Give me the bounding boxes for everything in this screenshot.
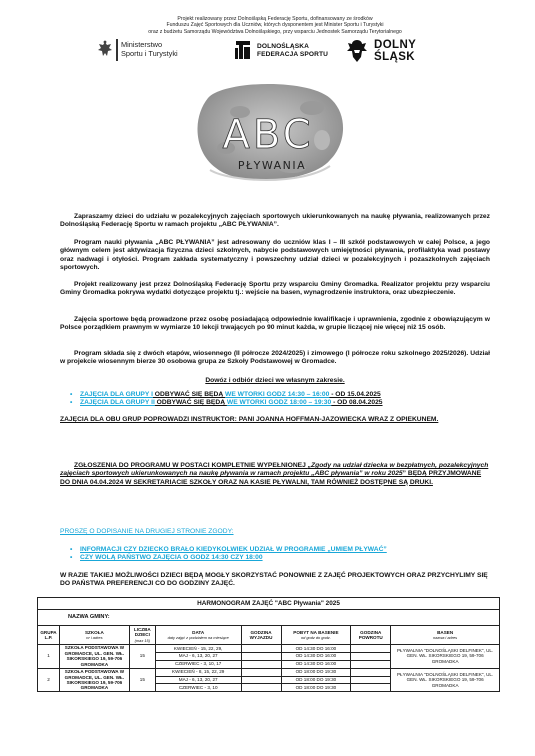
group-number: 1 [38, 644, 60, 668]
pool-time: OD 14:30 DO 16:00 [281, 644, 351, 652]
return-time [351, 644, 391, 652]
class-dates: MAJ - 6, 13, 20, 27 [155, 676, 241, 684]
pool-address: PŁYWALNIA "DOLNOŚLĄSKI DELFINEK", UL. GEN. WŁ. SIKORSKIEGO 19, 59-706 GROMADKA [391, 668, 500, 692]
funding-line-1: Projekt realizowany przez Dolnośląską Federację Sportu, dofinansowany ze środków [177, 16, 373, 22]
white-eagle-emblem-icon [96, 39, 114, 61]
group-2-time: WE WTORKI GODZ 18:00 – 19:30 [226, 399, 332, 407]
registration-note [60, 462, 490, 487]
departure-time [241, 676, 281, 684]
ministry-divider [116, 39, 118, 61]
children-count: 15 [129, 668, 155, 692]
header-basen [391, 626, 500, 644]
group-number: 2 [38, 668, 60, 692]
group-1-start: - OD 15.04.2025 [329, 391, 381, 398]
class-dates: CZERWIEC - 3, 10 [155, 684, 241, 692]
departure-time [241, 660, 281, 668]
group-1-verb: ODBYWAĆ SIĘ BĘDĄ [152, 391, 226, 398]
header-grupa: GRUPA L.P. [38, 626, 60, 644]
school-address: SZKOŁA PODSTAWOWA W GROMADCE, UL. GEN. WŁ. SIKORSKIEGO 19, 59-706 GROMADKA [59, 644, 129, 668]
header-liczba-sub: (max 15) [134, 637, 150, 643]
dolny-slask-line-1: DOLNY [374, 39, 417, 51]
consent-additions-list [68, 546, 493, 563]
pool-address: PŁYWALNIA "DOLNOŚLĄSKI DELFINEK", UL. GEN. WŁ. SIKORSKIEGO 19, 59-706 GROMADKA [391, 644, 500, 668]
ministry-name-line-2: Sportu i Turystyki [121, 49, 178, 58]
header-szkola [59, 626, 129, 644]
group-1-label: ZAJĘCIA DLA GRUPY I [80, 391, 153, 398]
table-row [38, 644, 500, 652]
federation-mark-icon [233, 39, 253, 61]
bullet-icon: • [70, 399, 73, 407]
return-time [351, 660, 391, 668]
class-dates: CZERWIEC - 3, 10, 17 [155, 660, 241, 668]
dolny-slask-logo [346, 38, 446, 66]
children-count: 15 [129, 644, 155, 668]
header-liczba-label: LICZBA DZIECI [133, 626, 151, 638]
group-schedule-list [68, 391, 493, 408]
departure-time [241, 644, 281, 652]
header-wyjazd: GODZINA WYJAZDU [241, 626, 281, 644]
preference-warning: W RAZIE TAKIEJ MOŻLIWOŚCI DZIECI BĘDĄ MOGŁY SKORZYSTAĆ PONOWNIE Z ZAJĘĆ PROJEKTOWYCH ORAZ PRZYCHYLIMY SIĘ DO PAŃSTWA PREFERENCJI CO DO GODZINY ZAJĘĆ. [60, 572, 488, 588]
please-add-note: PROSZĘ O DOPISANIE NA DRUGIEJ STRONIE ZGODY: [60, 528, 234, 535]
return-time [351, 668, 391, 676]
class-dates: MAJ - 6, 13, 20, 27 [155, 652, 241, 660]
bullet-icon: • [70, 554, 73, 562]
header-basen-label: BASEN [437, 629, 454, 635]
table-row [38, 668, 500, 676]
class-dates: KWIECIEŃ - 8, 15, 22, 29 [155, 668, 241, 676]
dfs-name-line-1: DOLNOŚLĄSKA [257, 43, 310, 50]
group-2-verb: ODBYWAĆ SIĘ BĘDĄ [154, 399, 227, 407]
header-data-label: DATA [192, 629, 205, 635]
bullet-icon: • [70, 546, 73, 553]
logo-strip [96, 38, 446, 66]
gmina-label: NAZWA GMINY: [38, 610, 500, 626]
ministry-logo [96, 38, 206, 64]
header-liczba [129, 626, 155, 644]
group-2-schedule [68, 399, 493, 407]
paragraph-program: Program nauki pływania „ABC PŁYWANIA” jest adresowany do uczniów klas I – III szkół podstawowych w całej Polsce, a jego głównym celem jest aktywizacja fizyczna dzieci szkolnych, nabycie podstawowych umiejętności pływania, profilaktyka wad postawy oraz nadwagi i otyłości. Program zakłada systematyczny i powszechny udział dzieci w pozalekcyjnych i pozaszkolnych zajęciach sportowych. [60, 239, 490, 271]
header-data-sub: daty zajęć z podziałem na miesiące [167, 635, 229, 641]
pool-time: OD 14:30 DO 16:00 [281, 660, 351, 668]
paragraph-invitation: Zapraszamy dzieci do udziału w pozalekcyjnych zajęciach sportowych ukierunkowanych na naukę pływania, realizowanych przez Dolnośląską Federację Sportu w ramach projektu „ABC PŁYWANIA”. [60, 213, 490, 229]
header-pobyt-label: POBYT NA BASENIE [293, 629, 339, 635]
funding-line-2: Funduszu Zajęć Sportowych dla Uczniów, których dysponentem jest Minister Sportu i Turystyki [166, 22, 384, 29]
paragraph-classes: Zajęcia sportowe będą prowadzone przez osobę posiadającą odpowiednie kwalifikacje i uprawnienia, zgodnie z obowiązującym w Polsce porządkiem prawnym w wymiarze 10 lekcji trwających po 90 minut każda, w grupie liczącej nie więcej niż 15 osób. [60, 316, 490, 332]
schedule-table [37, 597, 500, 692]
departure-time [241, 684, 281, 692]
class-dates: KWIECIEŃ - 15, 22, 29, [155, 644, 241, 652]
bullet-icon: • [70, 391, 73, 398]
pool-time: OD 18:00 DO 19:30 [281, 676, 351, 684]
abc-plywania-moon-logo [180, 78, 356, 196]
group-2-start: - OD 08.04.2025 [331, 399, 383, 407]
funding-line-3: oraz z budżetu Samorządu Województwa Dolnośląskiego, przy wsparciu Jednostek Samorządu Terytorialnego [148, 28, 402, 35]
eagle-crest-icon [346, 38, 368, 64]
instructor-note: ZAJĘCIA DLA OBU GRUP POPROWADZI INSTRUKTOR: PANI JOANNA HOFFMAN-JAZOWIECKA WRAZ Z OPIEKUNEM. [60, 416, 439, 423]
transport-note: Dowóz i odbiór dzieci we własnym zakresie. [205, 377, 345, 384]
header-pobyt-sub: od godz do godz. [300, 635, 331, 641]
header-pobyt [281, 626, 351, 644]
header-powrot: GODZINA POWROTU [351, 626, 391, 644]
group-2-label: ZAJĘCIA DLA GRUPY II [80, 399, 155, 407]
consent-addition-2 [68, 554, 493, 562]
logo-plywania-text: PŁYWANIA [237, 159, 307, 172]
header-szkola-sub: nr i adres [86, 635, 103, 641]
pool-time: OD 14:30 DO 16:00 [281, 652, 351, 660]
schedule-table-title: HARMONOGRAM ZAJĘĆ "ABC Pływania" 2025 [38, 598, 500, 610]
departure-time [241, 652, 281, 660]
return-time [351, 676, 391, 684]
logo-abc-text: ABC [222, 112, 314, 158]
funding-notice [95, 16, 455, 35]
header-szkola-label: SZKOŁA [84, 629, 104, 635]
consent-addition-2-text: CZY WOLĄ PAŃSTWO ZAJĘCIA O GODZ 14:30 CZY 18:00 [80, 554, 263, 562]
pool-time: OD 18:00 DO 19:30 [281, 684, 351, 692]
header-basen-sub: nazwa i adres [433, 635, 458, 641]
table-header-row [38, 626, 500, 644]
pool-time: OD 18:00 DO 19:30 [281, 668, 351, 676]
school-address: SZKOŁA PODSTAWOWA W GROMADCE, UL. GEN. WŁ. SIKORSKIEGO 19, 59-706 GROMADKA [59, 668, 129, 692]
return-time [351, 684, 391, 692]
dfs-logo [233, 38, 343, 64]
paragraph-stages: Program składa się z dwóch etapów, wiosennego (II półrocze 2024/2025) i zimowego (I półrocze roku szkolnego 2025/2026). Udział w projekcie wiosennym bierze 30 osobowa grupa ze Szkoły Podstawowej w Gromadce. [60, 350, 490, 366]
dolny-slask-line-2: ŚLĄSK [374, 51, 415, 63]
consent-addition-1-text: INFORMACJI CZY DZIECKO BRAŁO KIEDYKOLWIEK UDZIAŁ W PROGRAMIE „UMIEM PŁYWAĆ” [80, 546, 387, 553]
registration-intro: ZGŁOSZENIA DO PROGRAMU W POSTACI KOMPLETNIE WYPEŁNIONEJ [74, 462, 308, 469]
header-data [155, 626, 241, 644]
consent-form-title: „Zgody na udział dziecka w bezpłatnych, pozalekcyjnych zajęciach sportowych ukierunkowanych na naukę pływania w ramach projektu „ABC pływania” w roku 2025 [60, 462, 489, 478]
ministry-name-line-1: Ministerstwo [121, 40, 163, 49]
group-1-time: WE WTORKI GODZ 14:30 – 16:00 [225, 391, 330, 398]
paragraph-realization: Projekt realizowany jest przez Dolnośląską Federację Sportu przy wsparciu Gminy Gromadka. Realizator projektu przy wsparciu Gminy Gromadka pokrywa wydatki dotyczące projektu tj.: wejście na basen, wynagrodzenie instruktora, oraz ubezpieczenie. [60, 281, 490, 297]
dfs-name-line-2: FEDERACJA SPORTU [257, 51, 328, 58]
departure-time [241, 668, 281, 676]
registration-deadline: ” BĘDĄ PRZYJMOWANE DO DNIA 04.04.2024 W SEKRETARIACIE SZKOŁY ORAZ NA KASIE PŁYWALNI, TAM RÓWNIEŻ DOSTĘPNE SĄ DRUKI. [60, 470, 482, 486]
return-time [351, 652, 391, 660]
